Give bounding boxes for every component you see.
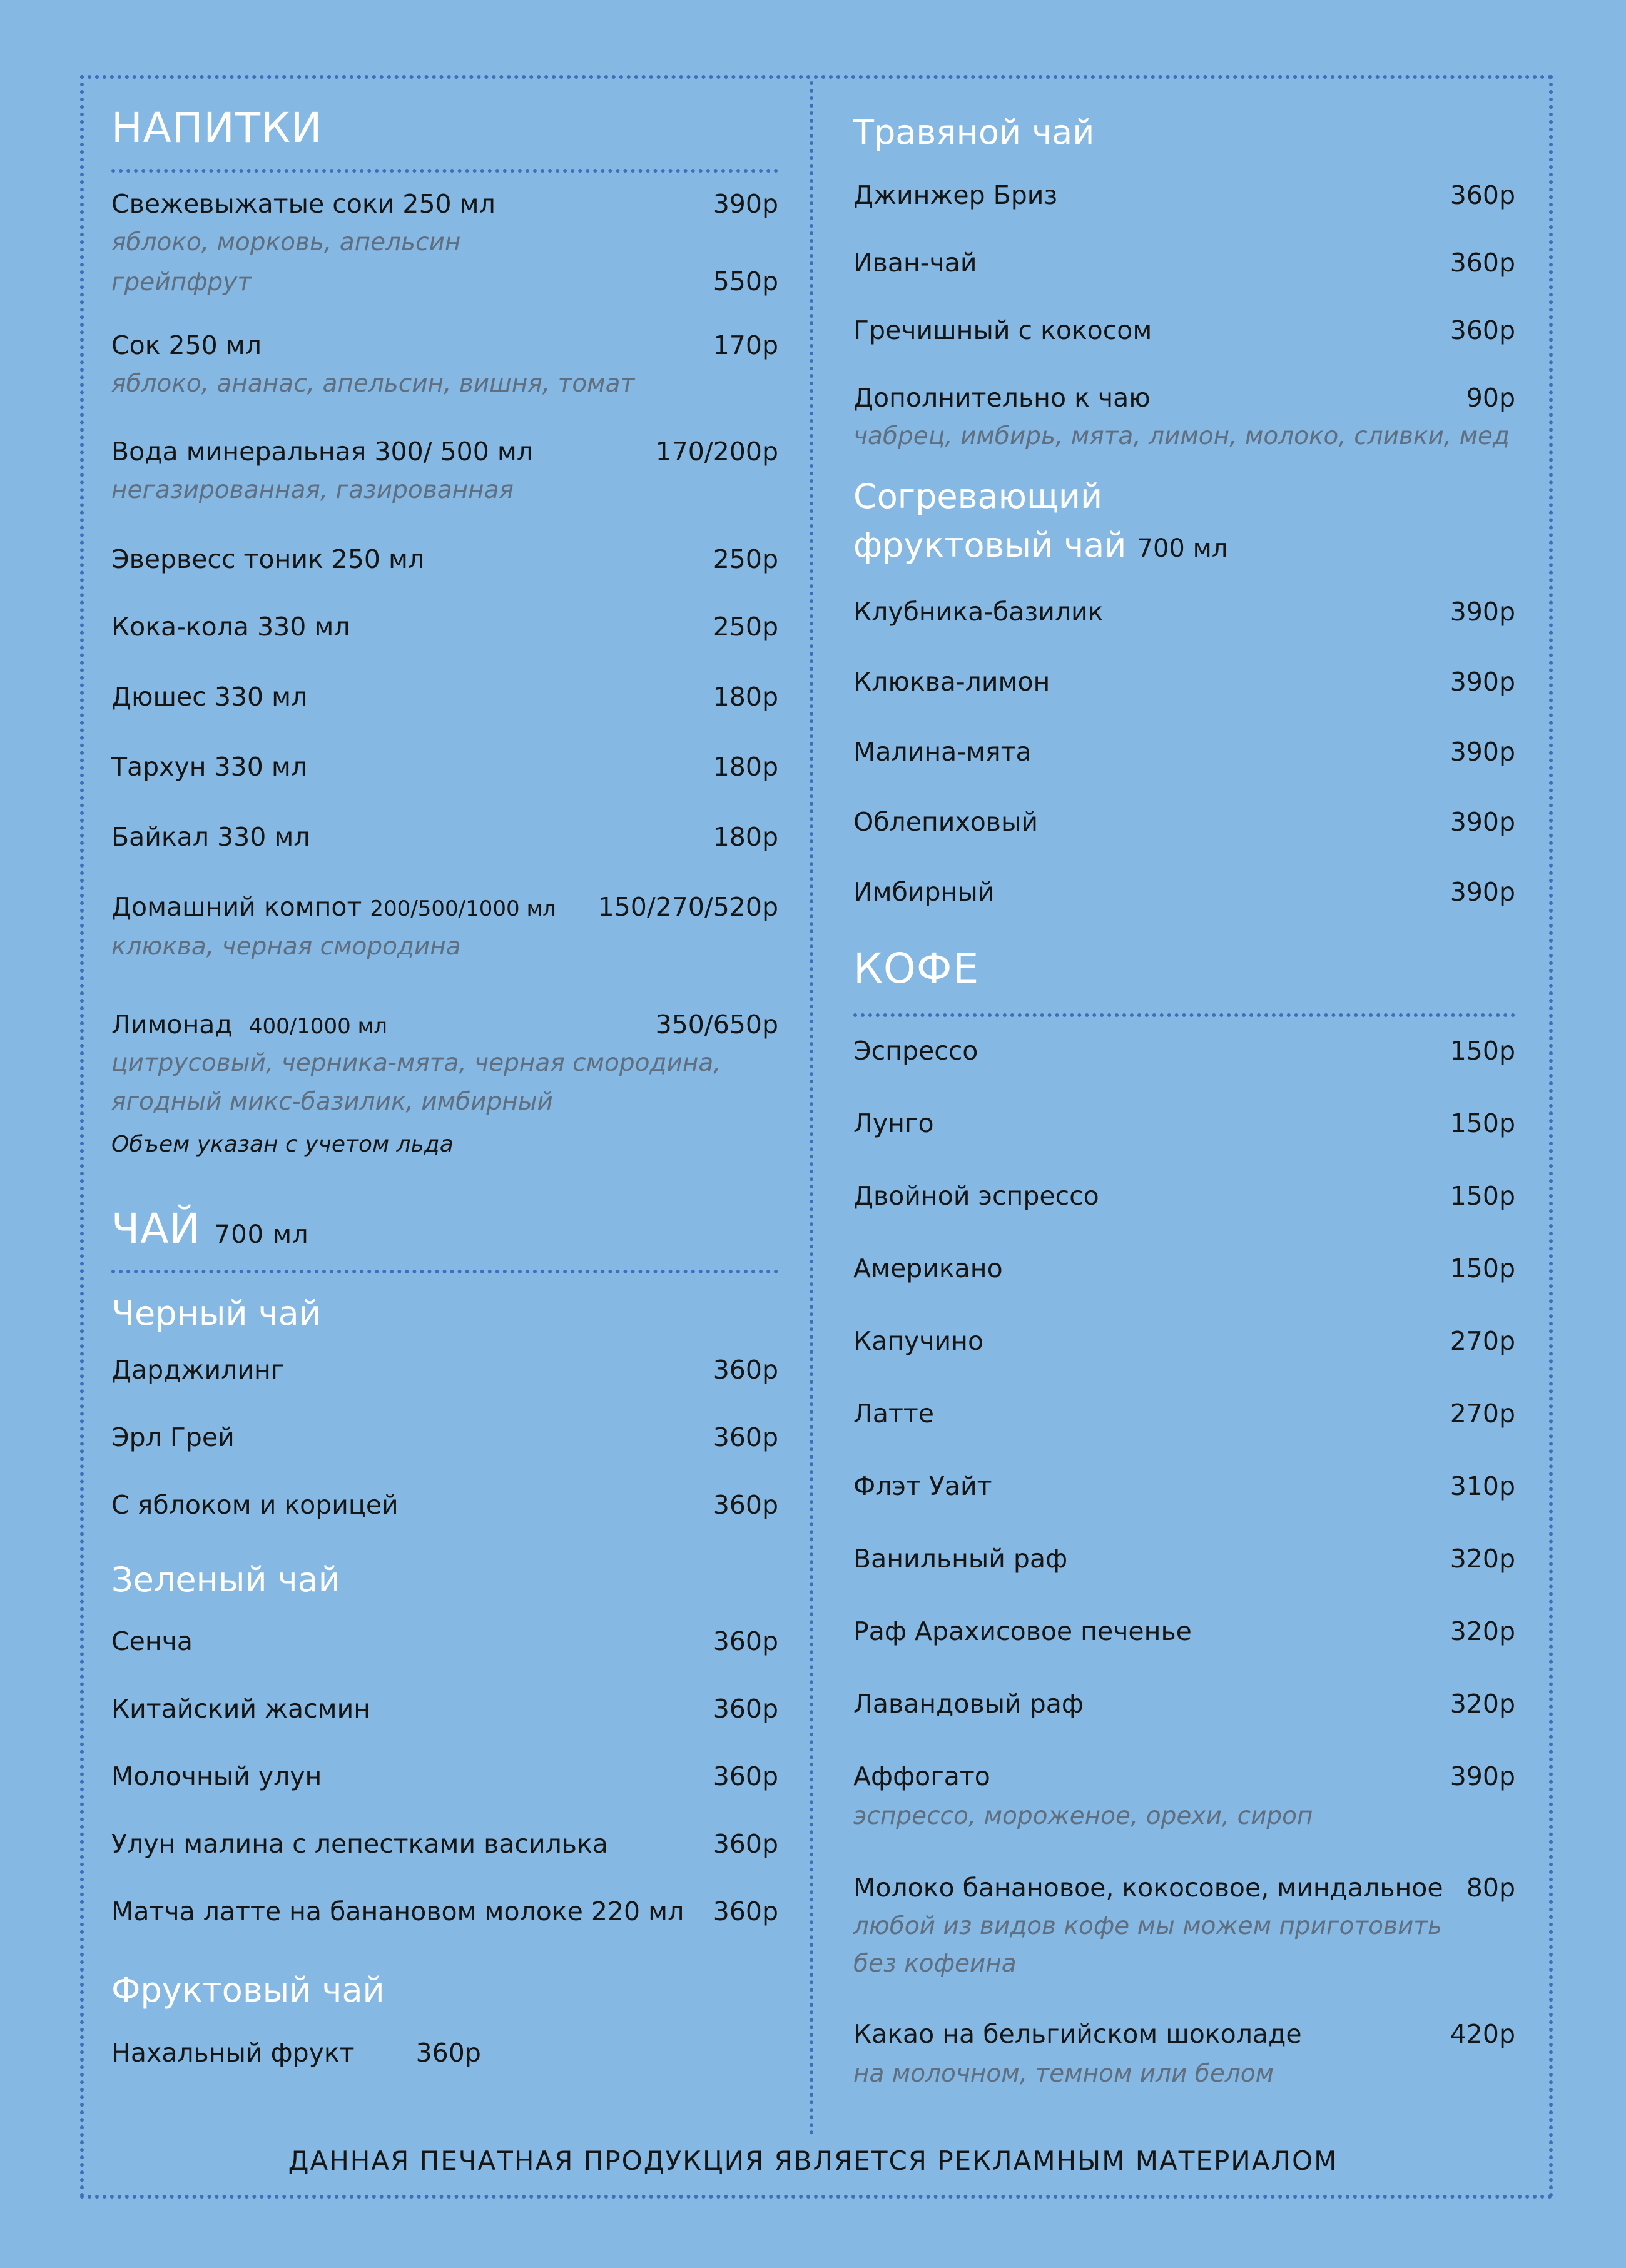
menu-item [853,1616,1515,1646]
footer-disclaimer: ДАННАЯ ПЕЧАТНАЯ ПРОДУКЦИЯ ЯВЛЯЕТСЯ РЕКЛАМНЫМ МАТЕРИАЛОМ [288,2145,1338,2176]
warming-tea-volume: 700 мл [1137,534,1228,563]
column-divider [810,81,813,2136]
item-price: 360р [713,1355,778,1385]
menu-item [111,894,778,920]
item-description: чабрец, имбирь, мята, лимон, молоко, сливки, мед [853,422,1510,450]
item-price: 360р [713,1422,778,1452]
menu-item [111,1357,778,1383]
item-price: 390р [1450,807,1515,837]
item-note: Объем указан с учетом льда [111,1131,454,1157]
menu-item [111,1422,778,1452]
menu-item [853,1326,1515,1356]
item-price: 150р [1450,1181,1515,1211]
item-name: Американо [853,1253,1003,1283]
item-price: 270р [1450,1326,1515,1356]
item-price: 180р [713,822,778,852]
item-description: цитрусовый, черника-мята, черная смородина, [111,1049,721,1077]
menu-item [853,2019,1515,2049]
item-name: Флэт Уайт [853,1471,992,1501]
menu-item [853,739,1515,765]
item-price: 170р [713,330,778,360]
item-description: клюква, черная смородина [111,933,461,961]
item-name: Вода минеральная 300/ 500 мл [111,437,533,467]
item-name: Молоко банановое, кокосовое, миндальное [853,1873,1443,1903]
item-price: 420р [1450,2019,1515,2049]
item-name: Иван-чай [853,248,977,278]
item-price: 360р [713,1829,778,1859]
item-price: 390р [1450,1761,1515,1791]
item-price: 90р [1466,383,1515,413]
item-name: Какао на бельгийском шоколаде [853,2019,1302,2049]
item-name: Улун малина с лепестками василька [111,1829,608,1859]
menu-item [853,1253,1515,1283]
green-tea-title: Зеленый чай [111,1560,340,1599]
tea-title-underline [111,1270,778,1273]
item-price: 150р [1450,1108,1515,1138]
item-price: 150/270/520р [597,892,778,922]
item-name: Малина-мята [853,737,1032,767]
menu-item [111,1492,778,1518]
tea-title-text: ЧАЙ [111,1205,201,1253]
item-price: 250р [713,544,778,574]
item-price: 150р [1450,1036,1515,1066]
item-price: 390р [713,189,778,219]
item-name: Лимонад [111,1010,233,1040]
menu-item [111,1896,778,1926]
menu-item [111,1626,778,1656]
item-price: 360р [713,1490,778,1520]
item-description: яблоко, ананас, апельсин, вишня, томат [111,370,635,398]
menu-item [111,824,778,850]
item-name: Лавандовый раф [853,1689,1084,1719]
item-variant-name: грейпфрут [111,268,252,296]
menu-item [111,439,778,465]
item-name: Нахальный фрукт [111,2038,355,2068]
menu-item [853,1546,1515,1572]
item-price: 360р [1450,180,1515,210]
menu-item [111,1761,778,1791]
item-description: ягодный микс-базилик, имбирный [111,1088,553,1116]
item-price: 360р [415,2038,481,2068]
item-name: Сенча [111,1626,193,1656]
item-price: 390р [1450,737,1515,767]
menu-item [853,599,1515,625]
item-price: 180р [713,752,778,782]
menu-item [853,315,1515,345]
item-name: Имбирный [853,877,995,907]
fruit-tea-title: Фруктовый чай [111,1970,385,2010]
item-variant-price: 550р [713,266,778,296]
item-price: 310р [1450,1471,1515,1501]
menu-item [111,1012,778,1038]
item-price: 320р [1450,1689,1515,1719]
item-price: 360р [1450,248,1515,278]
menu-item [111,684,778,710]
menu-item [111,1696,778,1722]
item-name: Байкал 330 мл [111,822,310,852]
item-price: 80р [1466,1873,1515,1903]
item-description: без кофеина [853,1950,1017,1978]
item-price: 180р [713,682,778,712]
item-name: Лунго [853,1108,934,1138]
item-size: 200/500/1000 мл [370,896,556,921]
item-name: Кока-кола 330 мл [111,612,350,642]
drinks-title: НАПИТКИ [111,104,323,152]
menu-item [853,1108,1515,1138]
item-name: Эвервесс тоник 250 мл [111,544,425,574]
item-name: Свежевыжатые соки 250 мл [111,189,495,219]
item-price: 320р [1450,1616,1515,1646]
item-price: 360р [713,1694,778,1724]
item-name: Капучино [853,1326,984,1356]
menu-item [111,2040,778,2066]
item-name: Эспрессо [853,1036,978,1066]
warming-tea-title-line1: Согревающий [853,477,1103,516]
item-description: любой из видов кофе мы можем приготовить [853,1912,1442,1940]
item-price: 270р [1450,1399,1515,1429]
item-description: эспрессо, мороженое, орехи, сироп [853,1802,1313,1830]
coffee-title-underline [853,1013,1515,1017]
item-name: Клубника-базилик [853,597,1104,627]
menu-item [853,669,1515,695]
herbal-tea-title: Травяной чай [853,113,1095,152]
item-name: Джинжер Бриз [853,180,1058,210]
menu-item [853,1401,1515,1427]
item-name: Раф Арахисовое печенье [853,1616,1192,1646]
item-price: 390р [1450,597,1515,627]
item-price: 360р [713,1761,778,1791]
menu-item [111,754,778,780]
menu-item [111,614,778,640]
item-price: 360р [713,1896,778,1926]
item-name: Китайский жасмин [111,1694,371,1724]
tea-volume: 700 мл [214,1220,309,1249]
item-name: Молочный улун [111,1761,322,1791]
item-name: Клюква-лимон [853,667,1050,697]
menu-item [853,180,1515,210]
item-price: 350/650р [655,1010,778,1040]
item-name: Дюшес 330 мл [111,682,308,712]
item-name: С яблоком и корицей [111,1490,399,1520]
item-name: Тархун 330 мл [111,752,307,782]
menu-item [853,1183,1515,1209]
item-description: яблоко, морковь, апельсин [111,228,461,256]
black-tea-title: Черный чай [111,1293,321,1333]
item-price: 390р [1450,877,1515,907]
item-price: 170/200р [655,437,778,467]
item-name: Латте [853,1399,934,1429]
warming-tea-title-line2 [853,523,1515,569]
menu-item [111,544,778,574]
menu-item [853,1761,1515,1791]
item-name: Аффогато [853,1761,990,1791]
menu-item [853,385,1515,411]
menu-item [111,191,778,217]
item-price: 360р [713,1626,778,1656]
menu-item [111,330,778,360]
item-name: Облепиховый [853,807,1038,837]
menu-item [853,1875,1515,1901]
item-name: Дополнительно к чаю [853,383,1151,413]
item-price: 360р [1450,315,1515,345]
warming-tea-title-text: фруктовый чай [853,525,1127,565]
menu-item [853,1038,1515,1064]
tea-title [111,1205,778,1253]
item-name: Сок 250 мл [111,330,262,360]
menu-item-variant [111,266,778,296]
item-description: на молочном, темном или белом [853,2060,1274,2088]
menu-item [853,250,1515,276]
menu-item [853,879,1515,905]
item-name: Матча латте на банановом молоке 220 мл [111,1896,684,1926]
item-name: Дарджилинг [111,1355,285,1385]
item-name: Эрл Грей [111,1422,235,1452]
coffee-title: КОФЕ [853,944,980,993]
item-name: Двойной эспрессо [853,1181,1099,1211]
item-price: 390р [1450,667,1515,697]
item-price: 150р [1450,1253,1515,1283]
menu-item [853,1691,1515,1717]
item-name: Домашний компот [111,892,362,922]
item-price: 250р [713,612,778,642]
item-size: 400/1000 мл [248,1014,387,1039]
menu-item [111,1831,778,1857]
item-name: Ванильный раф [853,1544,1068,1574]
menu-item [853,809,1515,835]
menu-item [853,1471,1515,1501]
item-name: Гречишный с кокосом [853,315,1152,345]
item-price: 320р [1450,1544,1515,1574]
item-description: негазированная, газированная [111,476,514,504]
drinks-title-underline [111,169,778,173]
